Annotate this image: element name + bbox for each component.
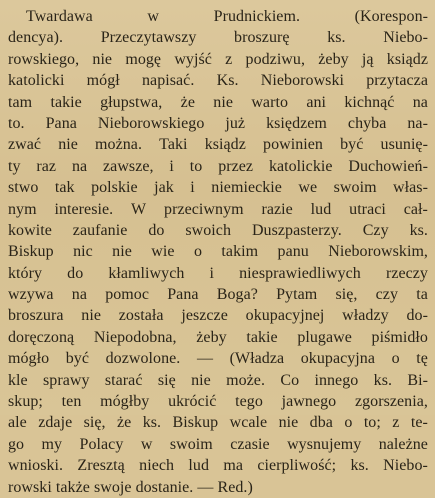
word: lud	[188, 457, 210, 475]
word: cierpliwość;	[257, 457, 337, 475]
word: swoim	[333, 179, 377, 197]
word: innego	[314, 371, 359, 389]
word: Duszpasterzy.	[251, 221, 342, 239]
word: który	[8, 264, 43, 282]
word: tak	[54, 179, 75, 197]
article-body	[8, 6, 428, 498]
word: W	[131, 200, 147, 218]
word: ma	[223, 457, 243, 475]
word: takim	[221, 243, 259, 261]
word: na	[71, 286, 87, 304]
word: kichnąć	[344, 93, 395, 111]
word: że	[180, 93, 195, 111]
word: czasie	[230, 435, 270, 453]
word: o	[344, 414, 353, 432]
article-line	[8, 327, 428, 348]
word: wcale	[229, 414, 268, 432]
word: we	[298, 179, 318, 197]
article-line	[8, 241, 428, 262]
word: Niepodobna,	[93, 328, 177, 346]
word: zawsze,	[103, 157, 154, 175]
word: ale	[8, 414, 27, 432]
word: niech	[139, 457, 175, 475]
word: niemieckie	[211, 179, 282, 197]
word: Niebo-	[383, 457, 428, 475]
word: kowite	[8, 221, 52, 239]
word: to.	[8, 114, 25, 132]
word: nie	[58, 136, 78, 154]
word: do	[67, 264, 84, 282]
word: przeciwnym	[164, 200, 244, 218]
word: nie	[191, 371, 211, 389]
word: Nieborowski	[260, 72, 345, 90]
word: ks.	[409, 221, 428, 239]
article-line	[8, 284, 428, 305]
word: (Władza	[229, 350, 285, 368]
word: włas-	[393, 179, 428, 197]
word: wnioski.	[8, 457, 64, 475]
word: że	[117, 414, 132, 432]
word: katolickie	[268, 157, 333, 175]
word: swoim	[169, 435, 213, 453]
word: warto	[251, 93, 288, 111]
word: broszura	[8, 307, 64, 325]
word: może.	[226, 371, 266, 389]
word: takie	[50, 93, 82, 111]
word: wyjść	[174, 50, 212, 68]
word: być	[340, 136, 364, 154]
article-line	[8, 412, 428, 433]
word: i	[209, 264, 215, 282]
word: podziwu,	[245, 50, 306, 68]
word: przytacza	[366, 72, 428, 90]
word: Bi-	[407, 371, 428, 389]
word: stwo	[8, 179, 39, 197]
word: Niebo-	[383, 29, 428, 47]
word: została	[118, 307, 164, 325]
word: starać	[104, 371, 143, 389]
word: już	[225, 114, 246, 132]
word: usunię-	[380, 136, 428, 154]
word: to	[189, 157, 203, 175]
article-line	[8, 455, 428, 476]
word: tam	[8, 93, 33, 111]
word: ta	[416, 286, 428, 304]
word: Duchowień-	[348, 157, 428, 175]
word: kle	[8, 371, 28, 389]
word: utraci	[349, 200, 386, 218]
word: zgorszenia,	[354, 393, 428, 411]
word: o	[391, 350, 400, 368]
word: to;	[363, 414, 381, 432]
word: Czy	[362, 221, 389, 239]
word: nie	[213, 93, 233, 111]
word: wzywa	[8, 286, 54, 304]
word: zaufanie	[72, 221, 128, 239]
article-line	[8, 156, 428, 177]
word: nie	[92, 50, 113, 68]
word: rowskiego,	[8, 50, 80, 68]
word: mógł	[86, 72, 120, 90]
word: powinien	[263, 136, 323, 154]
word: doręczoną	[8, 328, 75, 346]
word: ani	[306, 93, 327, 111]
word: jak	[154, 179, 174, 197]
word: swoich	[185, 221, 232, 239]
word: Pana	[45, 114, 77, 132]
word: plugawe	[297, 328, 352, 346]
word: ks.	[350, 457, 369, 475]
word: ksiądz	[386, 50, 428, 68]
word: z	[392, 414, 400, 432]
word: takie	[246, 328, 278, 346]
word: lud	[310, 200, 332, 218]
word: ks.	[327, 29, 346, 47]
word: na	[71, 157, 88, 175]
word: żeby	[196, 328, 227, 346]
word: ks.	[142, 414, 162, 432]
word: do-	[406, 307, 428, 325]
word: kłamliwych	[108, 264, 185, 282]
word: się,	[335, 286, 358, 304]
article-line	[8, 113, 428, 134]
article-line	[8, 305, 428, 326]
word: te-	[410, 414, 428, 432]
word: niesprawiedliwych	[239, 264, 361, 282]
article-line	[8, 49, 428, 70]
word: napisać.	[142, 72, 195, 90]
word: z	[225, 50, 233, 68]
word: władzy	[342, 307, 389, 325]
article-line	[8, 92, 428, 113]
word: nic	[73, 243, 93, 261]
word: księdzem	[266, 114, 327, 132]
word: go	[8, 435, 25, 453]
word: i	[169, 157, 174, 175]
word: ją	[361, 50, 374, 68]
word: Twardawa	[26, 8, 93, 25]
word: Zresztą	[77, 457, 125, 475]
word: polskie	[91, 179, 138, 197]
word: zdaje	[38, 414, 73, 432]
article-line	[8, 199, 428, 220]
article-line	[8, 6, 428, 27]
word: ty	[8, 157, 21, 175]
word: żeby	[318, 50, 349, 68]
word: można.	[95, 136, 142, 154]
word: Biskup	[8, 243, 54, 261]
article-line	[8, 477, 428, 498]
word: piśmidło	[371, 328, 428, 346]
word: dencya).	[8, 29, 64, 47]
word: okupacyjna	[300, 350, 375, 368]
word: (Korespon-	[354, 8, 428, 25]
article-line	[8, 263, 428, 284]
word: broszurę	[234, 29, 290, 47]
word: mogę	[125, 50, 162, 68]
word: dba	[309, 414, 333, 432]
word: tę	[416, 350, 428, 368]
word: zwać	[8, 136, 42, 154]
word: mógło	[8, 350, 50, 368]
word: raz	[36, 157, 57, 175]
word: w	[140, 435, 153, 453]
word: Ks.	[216, 72, 239, 90]
word: dozwolone.	[105, 350, 181, 368]
word: katolicki	[8, 72, 65, 90]
word: i	[190, 179, 195, 197]
word: razie	[261, 200, 293, 218]
word: czy	[375, 286, 399, 304]
word: Taki	[159, 136, 188, 154]
word: się	[157, 371, 176, 389]
word: się,	[83, 414, 106, 432]
word: sprawy	[43, 371, 90, 389]
word: ten	[61, 393, 82, 411]
word: do	[148, 221, 165, 239]
word: Nieborowskim,	[328, 243, 428, 261]
word: interesie.	[54, 200, 114, 218]
word: być	[65, 350, 90, 368]
word: —	[196, 350, 213, 368]
word: nym	[8, 200, 37, 218]
article-line	[8, 434, 428, 455]
article-line	[8, 134, 428, 155]
word: przez	[218, 157, 254, 175]
word: wie	[151, 243, 175, 261]
word: jawnego	[281, 393, 337, 411]
word: Przeczytawszy	[100, 29, 197, 47]
article-line	[8, 27, 428, 48]
word: na-	[407, 114, 428, 132]
article-line	[8, 220, 428, 241]
word: jeszcze	[181, 307, 228, 325]
word: tego	[235, 393, 263, 411]
word: Polacy	[79, 435, 124, 453]
word: nie	[112, 243, 132, 261]
word: Biskup	[172, 414, 219, 432]
word: my	[41, 435, 63, 453]
word: cał-	[403, 200, 428, 218]
word: Prudnickiem.	[213, 8, 301, 25]
article-line	[8, 177, 428, 198]
word: skup;	[8, 393, 43, 411]
word: Nieborowskiego	[97, 114, 205, 132]
word: na	[412, 93, 428, 111]
word: panu	[277, 243, 309, 261]
word: rzeczy	[385, 264, 428, 282]
article-line	[8, 391, 428, 412]
article-line	[8, 348, 428, 369]
word: Co	[280, 371, 300, 389]
word: mógłby	[100, 393, 150, 411]
article-line	[8, 70, 428, 91]
word: ks.	[373, 371, 393, 389]
word: pomoc	[105, 286, 149, 304]
word: głupstwa,	[100, 93, 163, 111]
editor-note-end: rowski także swoje dostanie. — Red.)	[8, 478, 253, 496]
word: ukrócić	[168, 393, 217, 411]
word: należne	[378, 435, 428, 453]
word: okupacyjnej	[245, 307, 325, 325]
word: ksiądz	[204, 136, 246, 154]
word: wysnujemy	[287, 435, 362, 453]
article-line	[8, 370, 428, 391]
word: Pytam	[276, 286, 318, 304]
word: Boga?	[216, 286, 258, 304]
word: chyba	[347, 114, 387, 132]
word: Pana	[167, 286, 199, 304]
word: w	[147, 8, 160, 25]
word: o	[193, 243, 203, 261]
word: nie	[278, 414, 299, 432]
word: nie	[81, 307, 101, 325]
